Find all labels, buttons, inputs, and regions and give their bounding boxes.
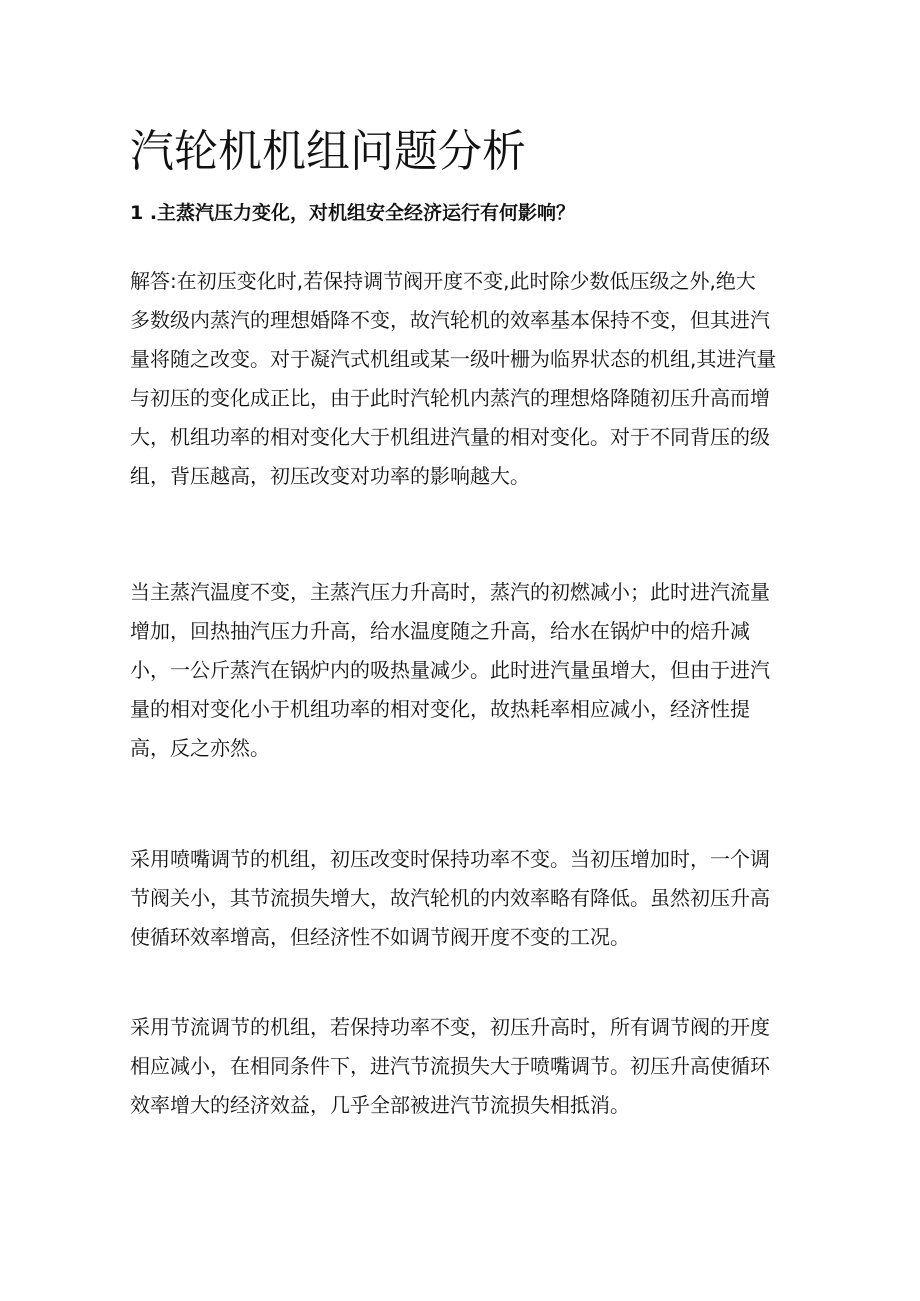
paragraph-line: 采用节流调节的机组，若保持功率不变，初压升高时，所有调节阀的开度 <box>130 1015 770 1039</box>
answer-paragraph-4 <box>130 1008 770 1125</box>
paragraph-line: 节阀关小，其节流损失增大，故汽轮机的内效率略有降低。虽然初压升高 <box>130 886 770 910</box>
paragraph-line: 多数级内蒸汽的理想婚降不变，故汽轮机的效率基本保持不变，但其进汽 <box>130 308 770 332</box>
paragraph-line: 相应减小，在相同条件下，进汽节流损失大于喷嘴调节。初压升高使循环 <box>130 1054 770 1078</box>
paragraph-line: 使循环效率增高，但经济性不如调节阀开度不变的工况。 <box>130 925 630 949</box>
answer-paragraph-2 <box>130 573 770 768</box>
document-title: 汽轮机机组问题分析 <box>130 126 526 177</box>
paragraph-line: 效率增大的经济效益，几乎全部被进汽节流损失相抵消。 <box>130 1093 630 1117</box>
paragraph-line: 与初压的变化成正比，由于此时汽轮机内蒸汽的理想烙降随初压升高而增 <box>130 386 770 410</box>
paragraph-line: 组，背压越高，初压改变对功率的影响越大。 <box>130 464 530 488</box>
question-heading: 1 .主蒸汽压力变化，对机组安全经济运行有何影响？ <box>130 202 576 224</box>
paragraph-line: 当主蒸汽温度不变，主蒸汽压力升高时，蒸汽的初燃减小；此时进汽流量 <box>130 580 770 604</box>
paragraph-line: 大，机组功率的相对变化大于机组进汽量的相对变化。对于不同背压的级 <box>130 425 770 449</box>
paragraph-line: 增加，回热抽汽压力升高，给水温度随之升高，给水在锅炉中的焙升减 <box>130 619 750 643</box>
answer-paragraph-3 <box>130 840 770 957</box>
paragraph-line: 小，一公斤蒸汽在锅炉内的吸热量减少。此时进汽量虽增大，但由于进汽 <box>130 658 770 682</box>
paragraph-line: 高，反之亦然。 <box>130 736 270 760</box>
paragraph-line: 量将随之改变。对于凝汽式机组或某一级叶栅为临界状态的机组,其进汽量 <box>130 347 777 371</box>
answer-paragraph-1 <box>130 262 776 496</box>
paragraph-line: 量的相对变化小于机组功率的相对变化，故热耗率相应减小，经济性提 <box>130 697 750 721</box>
paragraph-line: 解答:在初压变化时,若保持调节阀开度不变,此时除少数低压级之外,绝大 <box>130 269 756 293</box>
paragraph-line: 采用喷嘴调节的机组，初压改变时保持功率不变。当初压增加时，一个调 <box>130 847 770 871</box>
